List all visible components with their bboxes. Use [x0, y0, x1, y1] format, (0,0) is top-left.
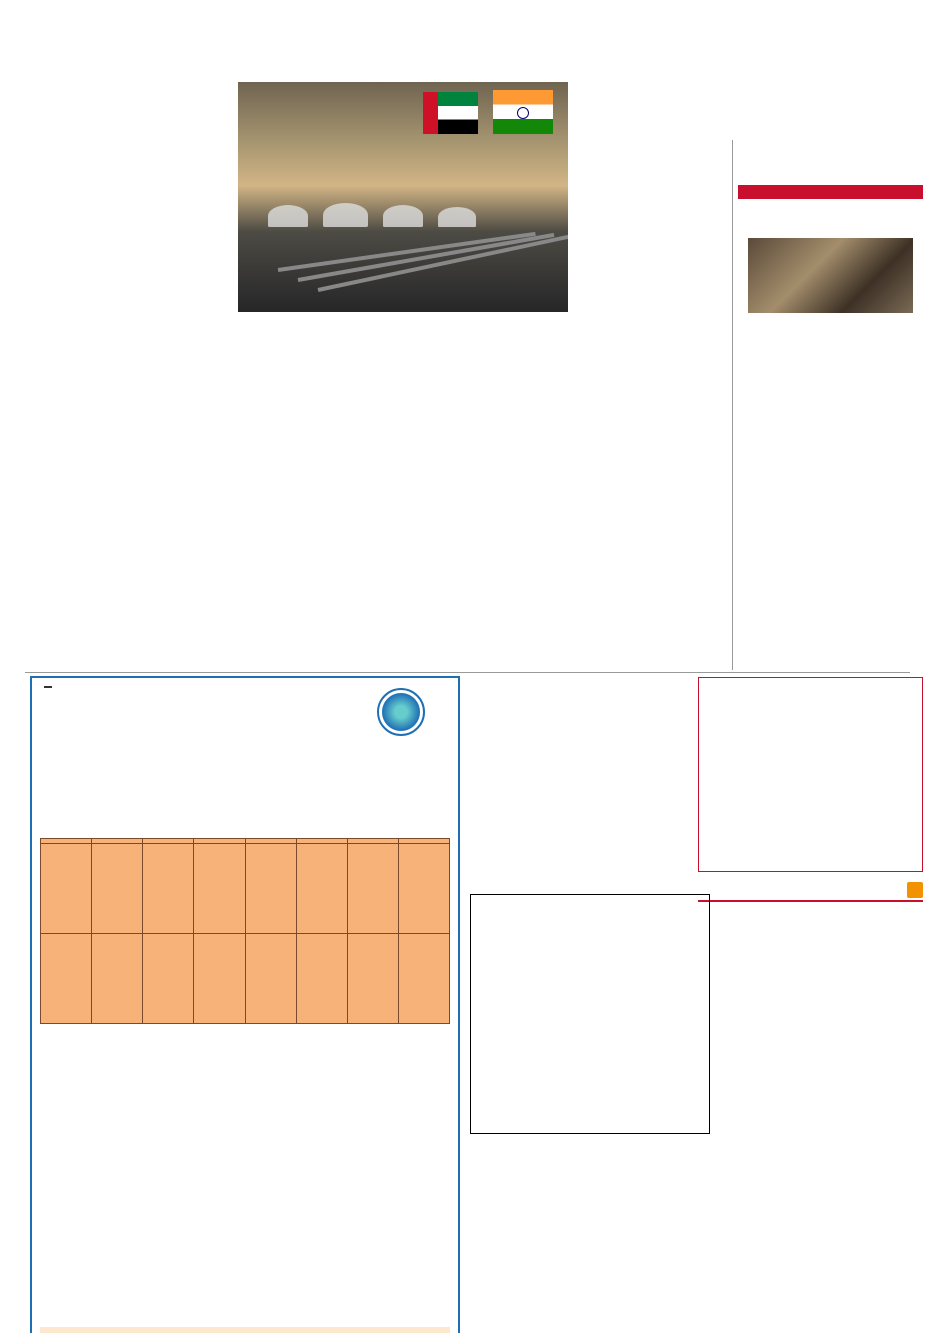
section-header — [738, 150, 923, 180]
table-cell — [245, 844, 296, 934]
storage-tank — [383, 205, 423, 227]
column-divider — [732, 140, 733, 670]
refinery-photo — [748, 238, 913, 313]
uae-flag — [423, 92, 478, 134]
table-cell — [41, 844, 92, 934]
box-story-body — [705, 689, 916, 799]
main-col-3 — [343, 318, 461, 668]
crossword-clues — [698, 905, 923, 1330]
table-row — [41, 934, 450, 1024]
ad-footer — [40, 1327, 450, 1333]
tender-table — [40, 838, 450, 1024]
masthead — [738, 20, 923, 120]
section-divider — [25, 672, 910, 673]
table-cell — [245, 934, 296, 1024]
tender-ad — [30, 676, 460, 1333]
storage-tank — [268, 205, 308, 227]
ad-tag — [44, 686, 52, 688]
table-cell — [143, 844, 194, 934]
table-cell — [347, 934, 398, 1024]
table-cell — [347, 844, 398, 934]
table-row — [41, 844, 450, 934]
table-cell — [143, 934, 194, 1024]
table-cell — [194, 844, 245, 934]
water-drop-icon — [377, 688, 425, 736]
crossword-grid[interactable] — [470, 894, 710, 1134]
main-col-1 — [595, 258, 723, 668]
middle-text — [463, 677, 688, 867]
table-cell — [92, 844, 143, 934]
storage-tank — [323, 203, 368, 227]
table-cell — [398, 934, 449, 1024]
table-cell — [398, 844, 449, 934]
table-cell — [296, 844, 347, 934]
table-cell — [41, 934, 92, 1024]
box-story — [698, 677, 923, 872]
crossword-area — [470, 880, 730, 1330]
main-col-4 — [218, 318, 336, 668]
crossword-header — [698, 880, 923, 902]
india-flag — [493, 90, 553, 134]
puzzle-icon — [907, 882, 923, 898]
storage-tank — [438, 207, 476, 227]
previous-solution-grid — [470, 1210, 590, 1330]
table-cell — [296, 934, 347, 1024]
water-company-logo — [356, 688, 446, 739]
side-story-body — [738, 318, 923, 733]
section-badge — [738, 185, 923, 199]
table-cell — [92, 934, 143, 1024]
main-col-2 — [468, 258, 588, 668]
table-cell — [194, 934, 245, 1024]
